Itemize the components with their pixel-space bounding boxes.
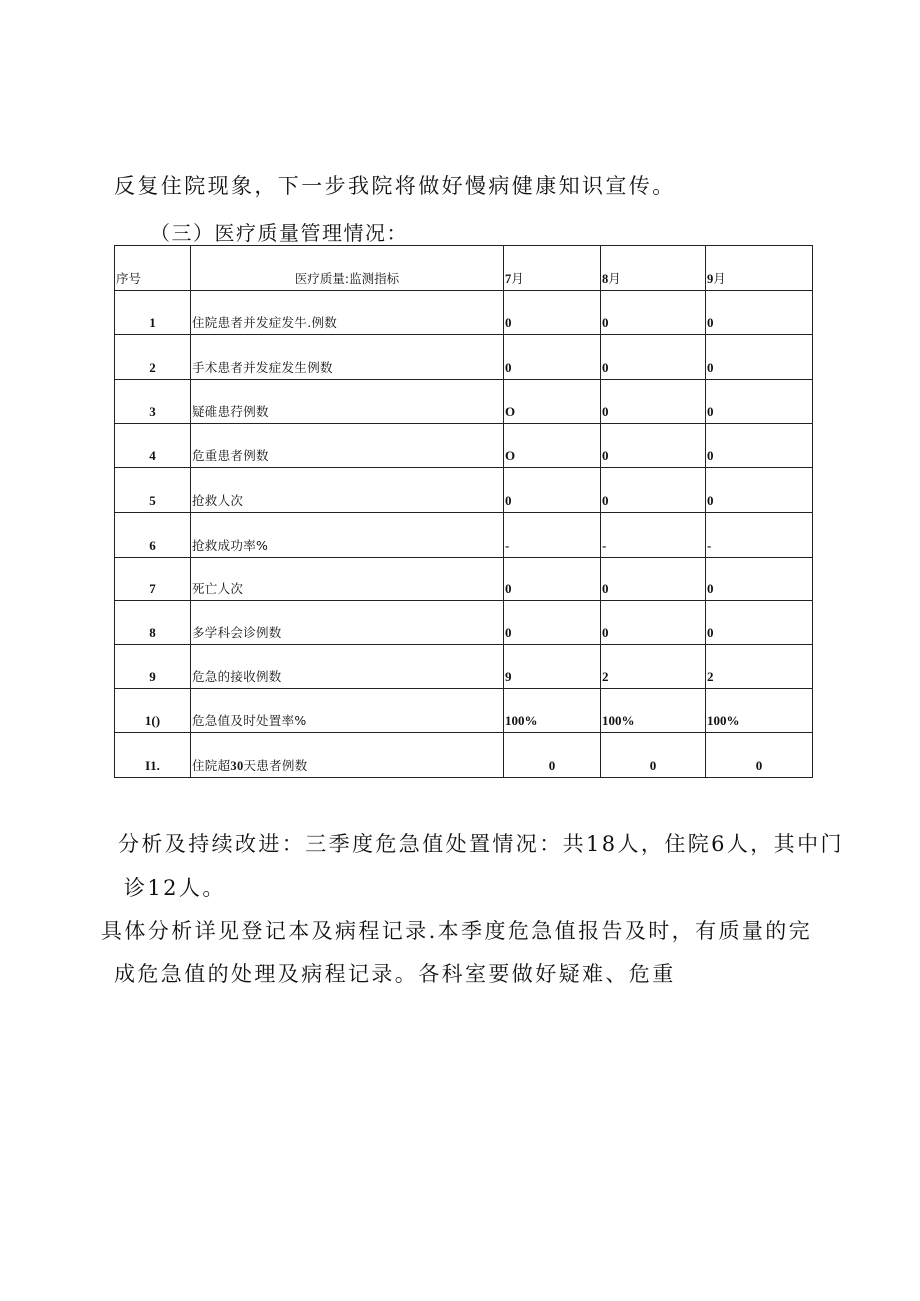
row-value-aug: 0 <box>601 335 706 380</box>
table-row <box>115 291 813 335</box>
row-index: 4 <box>115 424 191 468</box>
row-index: 3 <box>115 380 191 424</box>
table-row <box>115 513 813 558</box>
row-label: 多学科会诊例数 <box>191 601 504 645</box>
row-value-jul: - <box>504 513 601 558</box>
table-row <box>115 424 813 468</box>
table-header-row <box>115 246 813 291</box>
row-value-sep: 0 <box>706 601 813 645</box>
table-row <box>115 601 813 645</box>
row-value-jul: 0 <box>504 335 601 380</box>
table-row <box>115 733 813 778</box>
row-value-jul: O <box>504 380 601 424</box>
row-value-sep: 0 <box>706 468 813 513</box>
row-value-aug: 0 <box>601 601 706 645</box>
header-month-num: 9 <box>707 272 714 286</box>
header-month-9 <box>706 246 813 291</box>
header-month-num: 8 <box>602 272 609 286</box>
analysis-line-4: 成危急值的处理及病程记录。各科室要做好疑难、危重 <box>114 962 676 986</box>
row-value-jul: 100% <box>504 689 601 733</box>
row-value-sep: 100% <box>706 689 813 733</box>
row-value-jul: 0 <box>504 601 601 645</box>
row-value-jul: O <box>504 424 601 468</box>
header-month-7 <box>504 246 601 291</box>
row-label: 死亡人次 <box>191 558 504 601</box>
row-index: 8 <box>115 601 191 645</box>
row-index: 5 <box>115 468 191 513</box>
header-indicator: 医疗质量:监测指标 <box>191 246 504 291</box>
row-value-sep: 0 <box>706 424 813 468</box>
quality-metrics-table <box>114 245 813 778</box>
row-label: 危重患者例数 <box>191 424 504 468</box>
row-label: 危急值及时处置率% <box>191 689 504 733</box>
row-value-sep: - <box>706 513 813 558</box>
row-label: 住院患者并发症发牛.例数 <box>191 291 504 335</box>
row-value-aug: 0 <box>601 424 706 468</box>
header-month-unit: 月 <box>511 271 524 286</box>
row-label: 危急的接收例数 <box>191 645 504 689</box>
table-row <box>115 380 813 424</box>
row-label-post: 天患者例数 <box>243 758 308 773</box>
row-index: 1 <box>115 291 191 335</box>
row-value-sep: 0 <box>706 291 813 335</box>
header-index: 序号 <box>115 246 191 291</box>
row-value-jul: 0 <box>504 291 601 335</box>
row-label: 疑碓患荇例数 <box>191 380 504 424</box>
row-label-num: 30 <box>230 759 244 773</box>
table-row <box>115 645 813 689</box>
row-index: I1. <box>115 733 191 778</box>
row-label <box>191 733 504 778</box>
row-value-sep: 0 <box>706 558 813 601</box>
row-index: 7 <box>115 558 191 601</box>
row-label: 抢救成功率% <box>191 513 504 558</box>
analysis-line-2: 诊12人。 <box>124 876 226 900</box>
section-heading: （三）医疗质量管理情况： <box>150 221 408 245</box>
row-value-jul: 0 <box>504 558 601 601</box>
row-value-aug: 0 <box>601 468 706 513</box>
row-value-sep: 2 <box>706 645 813 689</box>
row-value-aug: 2 <box>601 645 706 689</box>
row-value-aug: 0 <box>601 380 706 424</box>
row-value-aug: 100% <box>601 689 706 733</box>
row-value-jul: 0 <box>504 468 601 513</box>
row-value-aug: - <box>601 513 706 558</box>
row-index: 1() <box>115 689 191 733</box>
row-index: 9 <box>115 645 191 689</box>
row-index: 2 <box>115 335 191 380</box>
header-month-unit: 月 <box>608 271 621 286</box>
row-label-pre: 住院超 <box>192 758 231 773</box>
header-month-unit: 月 <box>713 271 726 286</box>
row-value-aug: 0 <box>601 558 706 601</box>
table-row <box>115 468 813 513</box>
row-value-aug: 0 <box>601 291 706 335</box>
row-label: 手术患者并发症发生例数 <box>191 335 504 380</box>
row-value-jul: 9 <box>504 645 601 689</box>
row-value-sep: 0 <box>706 335 813 380</box>
analysis-line-3: 具体分析详见登记本及病程记录.本季度危急值报告及时，有质量的完 <box>101 919 813 943</box>
table-row <box>115 335 813 380</box>
row-value-aug: 0 <box>601 733 706 778</box>
row-value-jul: 0 <box>504 733 601 778</box>
intro-paragraph: 反复住院现象，下一步我院将做好慢病健康知识宣传。 <box>114 174 676 198</box>
row-value-sep: 0 <box>706 380 813 424</box>
row-index: 6 <box>115 513 191 558</box>
row-value-sep: 0 <box>706 733 813 778</box>
header-month-num: 7 <box>505 272 512 286</box>
table-row <box>115 558 813 601</box>
analysis-line-1: 分析及持续改进：三季度危急值处置情况：共18人，住院6人，其中门 <box>118 832 844 856</box>
header-month-8 <box>601 246 706 291</box>
row-label: 抢救人次 <box>191 468 504 513</box>
table-row <box>115 689 813 733</box>
